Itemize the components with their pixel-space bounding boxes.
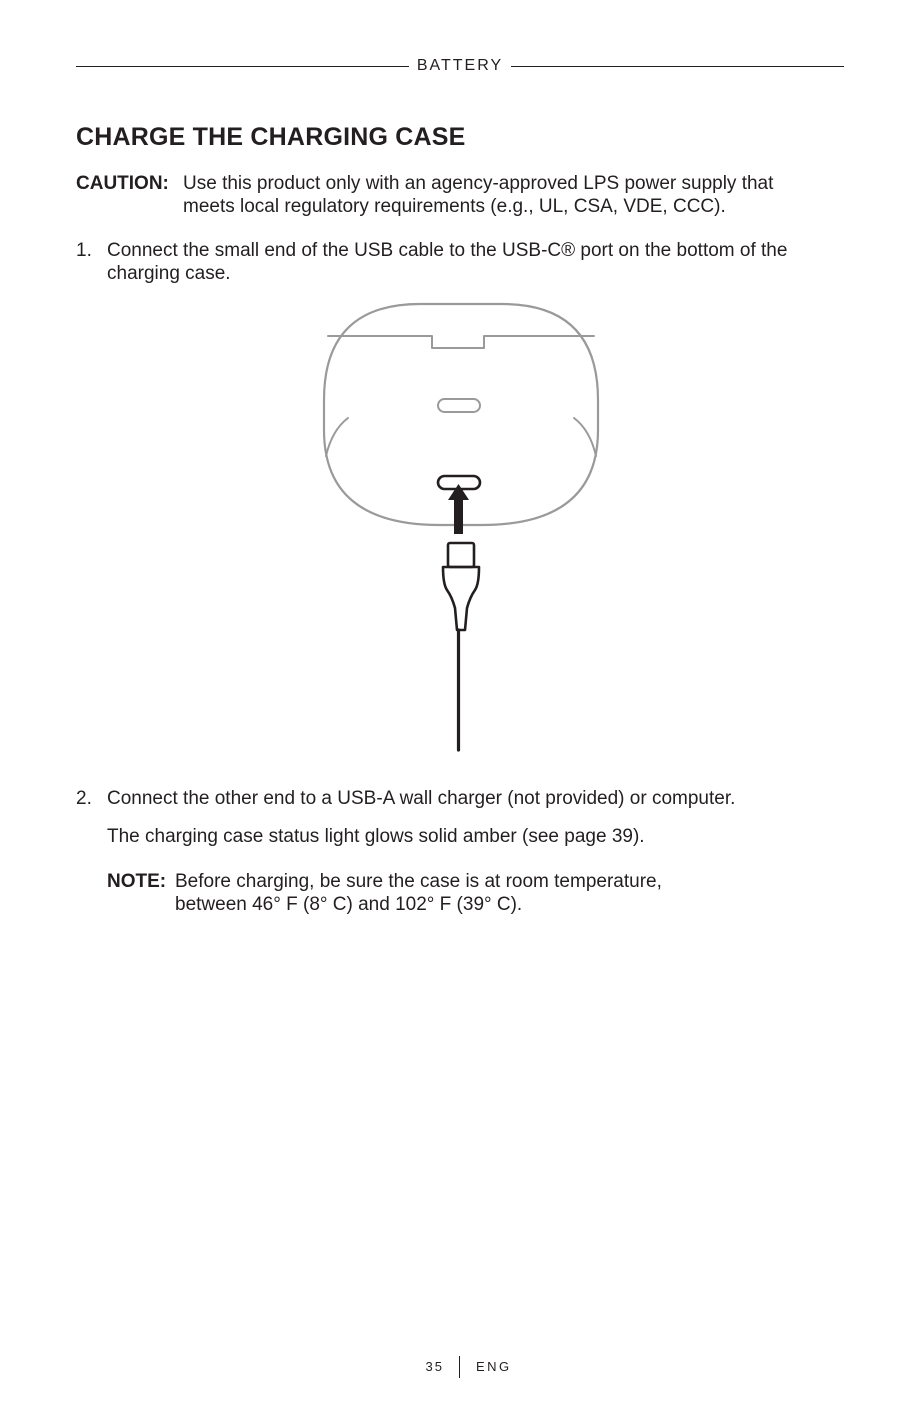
page-number: 35	[425, 1359, 444, 1374]
page-footer	[0, 1356, 920, 1378]
header-rule-right	[511, 66, 844, 67]
language-code: ENG	[476, 1359, 512, 1374]
status-light-text: The charging case status light glows solid amber (see page 39).	[107, 826, 645, 847]
section-label: BATTERY	[416, 57, 504, 74]
note-text: Before charging, be sure the case is at room temperature, between 46° F (8° C) and 102° F (39° C).	[175, 871, 662, 915]
caution-text: Use this product only with an agency-approved LPS power supply that meets local regulatory requirements (e.g., UL, CSA, VDE, CCC).	[183, 173, 774, 217]
step-text: Connect the small end of the USB cable to the USB-C® port on the bottom of the charging case.	[107, 240, 788, 284]
status-light-slot	[438, 399, 480, 412]
plug-body	[443, 567, 479, 630]
page-header	[76, 54, 844, 78]
case-lid-seam	[328, 336, 594, 348]
note-label: NOTE:	[107, 871, 167, 892]
caution-label: CAUTION:	[76, 173, 169, 194]
case-side-curve-right	[574, 418, 596, 456]
plug-tip	[448, 543, 474, 567]
usb-c-charging-case-illustration	[322, 300, 600, 755]
step-text: Connect the other end to a USB-A wall charger (not provided) or computer.	[107, 788, 736, 809]
step-number: 1.	[76, 240, 92, 261]
footer-divider	[459, 1356, 460, 1378]
case-side-curve-left	[326, 418, 348, 456]
arrow-head	[448, 484, 469, 500]
step-number: 2.	[76, 788, 92, 809]
header-rule-left	[76, 66, 409, 67]
arrow-shaft	[454, 498, 463, 534]
page-title: CHARGE THE CHARGING CASE	[76, 123, 466, 151]
